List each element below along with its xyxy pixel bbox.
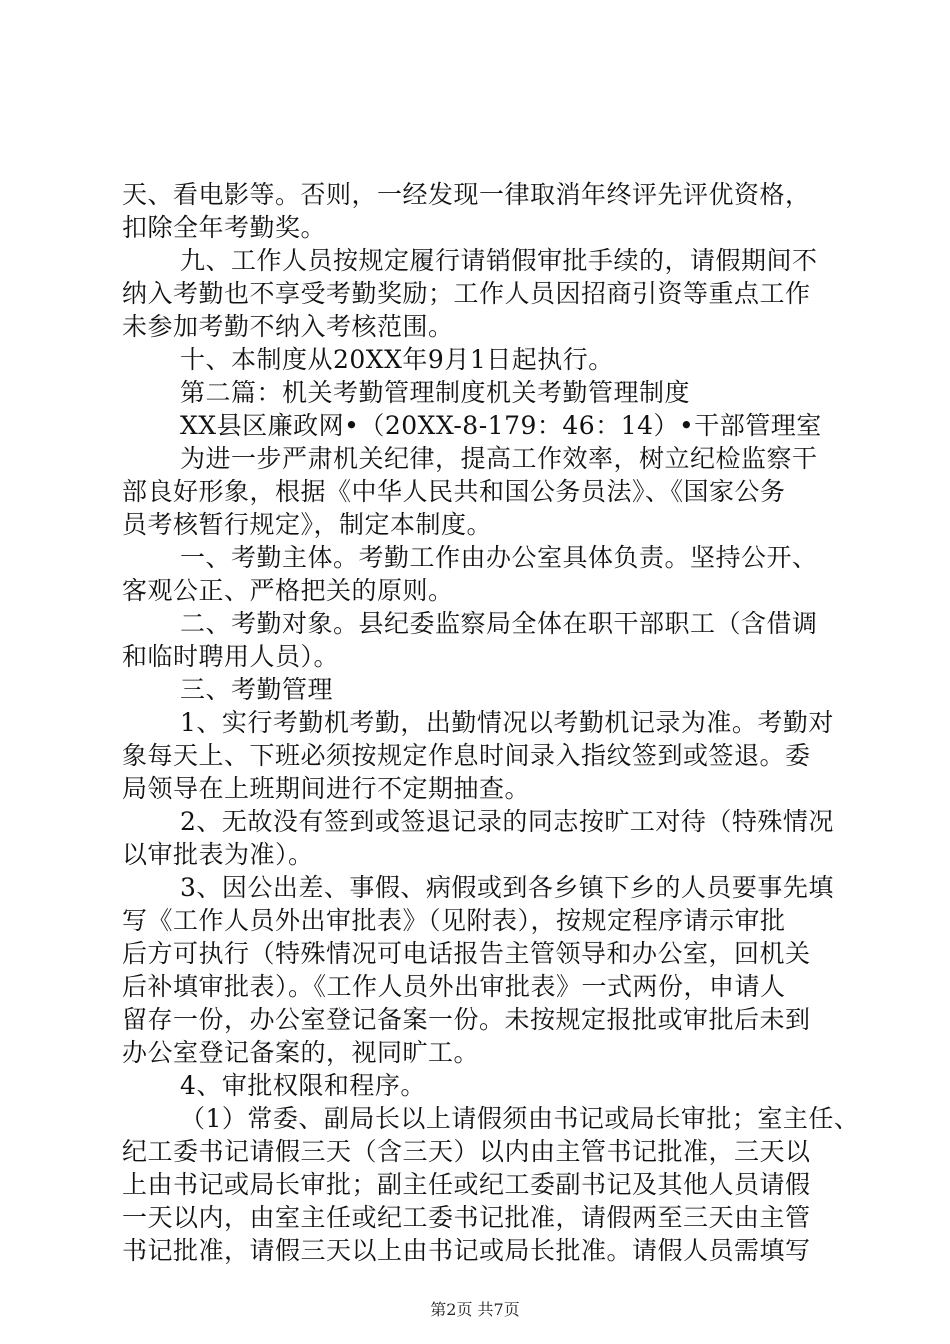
text-line: 后方可执行（特殊情况可电话报告主管领导和办公室，回机关 bbox=[122, 939, 811, 968]
text-line: 后补填审批表）。《工作人员外出审批表》一式两份，申请人 bbox=[122, 972, 786, 1001]
text-line: 纪工委书记请假三天（含三天）以内由主管书记批准，三天以 bbox=[122, 1137, 811, 1166]
text-line: 象每天上、下班必须按规定作息时间录入指纹签到或签退。委 bbox=[122, 741, 811, 770]
text-line: 十、本制度从20XX年9月1日起执行。 bbox=[180, 345, 614, 374]
text-line: 以审批表为准）。 bbox=[122, 840, 314, 869]
page-footer: 第2页 共7页 bbox=[430, 1300, 520, 1319]
text-line: 1、实行考勤机考勤，出勤情况以考勤机记录为准。考勤对 bbox=[180, 708, 834, 737]
text-line: 部良好形象，根据《中华人民共和国公务员法》、《国家公务 bbox=[122, 477, 786, 506]
text-line: 2、无故没有签到或签退记录的同志按旷工对待（特殊情况 bbox=[180, 807, 834, 836]
text-line: 书记批准，请假三天以上由书记或局长批准。请假人员需填写 bbox=[122, 1236, 811, 1265]
source-line: XX县区廉政网•（20XX-8-179：46：14）•干部管理室 bbox=[180, 411, 822, 440]
text-line: 局领导在上班期间进行不定期抽查。 bbox=[122, 774, 531, 803]
text-line: 二、考勤对象。县纪委监察局全体在职干部职工（含借调 bbox=[180, 609, 818, 638]
text-line: 上由书记或局长审批；副主任或纪工委副书记及其他人员请假 bbox=[122, 1170, 811, 1199]
text-line: 员考核暂行规定》，制定本制度。 bbox=[122, 510, 493, 539]
text-line: 为进一步严肃机关纪律，提高工作效率，树立纪检监察干 bbox=[180, 444, 818, 473]
text-line: 留存一份，办公室登记备案一份。未按规定报批或审批后未到 bbox=[122, 1005, 811, 1034]
text-line: 客观公正、严格把关的原则。 bbox=[122, 576, 454, 605]
text-line: 4、审批权限和程序。 bbox=[180, 1071, 426, 1100]
text-line: 3、因公出差、事假、病假或到各乡镇下乡的人员要事先填 bbox=[180, 873, 834, 902]
text-line: 一天以内，由室主任或纪工委书记批准，请假两至三天由主管 bbox=[122, 1203, 811, 1232]
text-line: （1）常委、副局长以上请假须由书记或局长审批；室主任、 bbox=[180, 1104, 860, 1133]
text-line: 和临时聘用人员）。 bbox=[122, 642, 340, 671]
text-line: 一、考勤主体。考勤工作由办公室具体负责。坚持公开、 bbox=[180, 543, 818, 572]
text-line: 写《工作人员外出审批表》（见附表），按规定程序请示审批 bbox=[122, 906, 786, 935]
text-line: 未参加考勤不纳入考核范围。 bbox=[122, 312, 454, 341]
text-line: 办公室登记备案的，视同旷工。 bbox=[122, 1038, 480, 1067]
text-line: 纳入考勤也不享受考勤奖励；工作人员因招商引资等重点工作 bbox=[122, 279, 811, 308]
section-heading: 第二篇：机关考勤管理制度机关考勤管理制度 bbox=[180, 378, 691, 407]
text-line: 天、看电影等。否则，一经发现一律取消年终评先评优资格， bbox=[122, 180, 811, 209]
text-line: 九、工作人员按规定履行请销假审批手续的，请假期间不 bbox=[180, 246, 818, 275]
text-line: 三、考勤管理 bbox=[180, 675, 334, 704]
text-line: 扣除全年考勤奖。 bbox=[122, 213, 327, 242]
